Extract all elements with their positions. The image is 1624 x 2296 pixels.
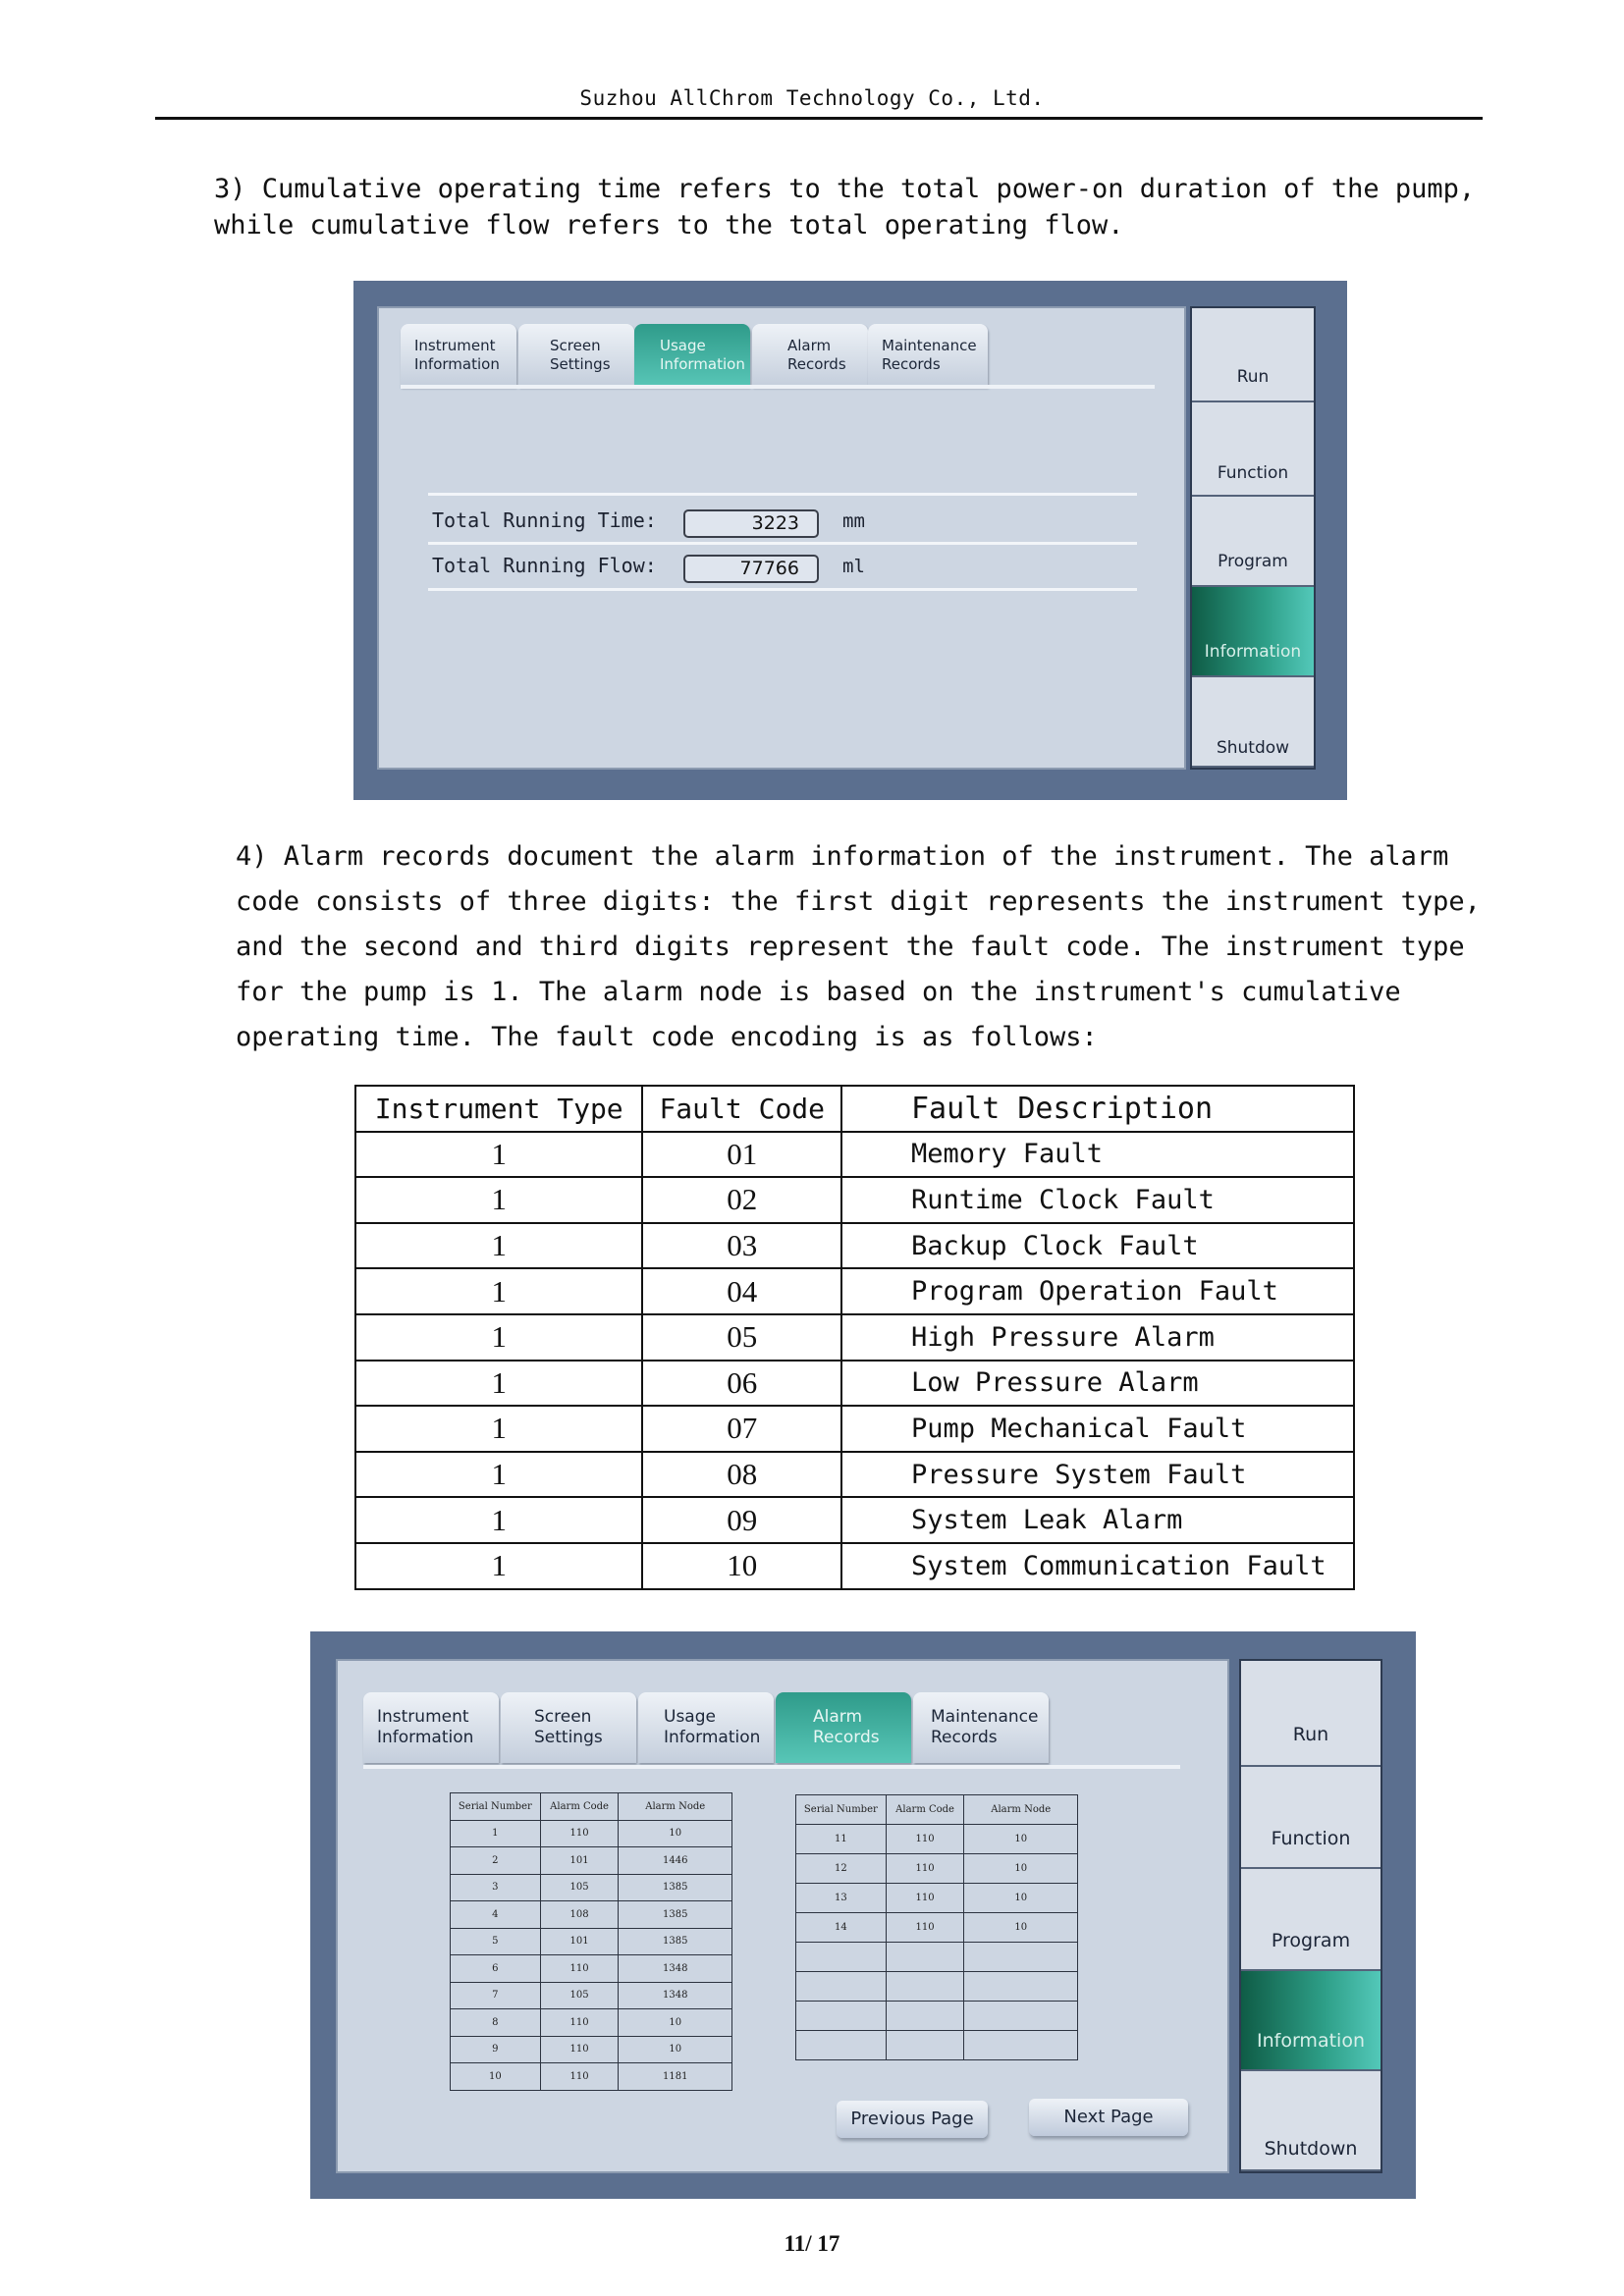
side-menu-program-button[interactable]: Program: [1241, 1869, 1380, 1971]
alarm-table-row: [451, 1955, 732, 1983]
alarm-cell: 10: [619, 2009, 732, 2037]
tab-underline: [401, 385, 1155, 389]
fault-cell: 1: [355, 1361, 642, 1407]
tab-alarm-records[interactable]: Alarm Records: [776, 1692, 911, 1763]
previous-page-button[interactable]: Previous Page: [837, 2101, 988, 2138]
side-menu-shutdow-button[interactable]: Shutdow: [1192, 677, 1314, 768]
tab-usage-information[interactable]: Usage Information: [634, 324, 750, 387]
alarm-cell: 105: [540, 1874, 619, 1901]
fault-cell: 02: [642, 1177, 841, 1223]
fault-cell: Pump Mechanical Fault: [841, 1406, 1354, 1452]
fault-table-row: [355, 1132, 1354, 1178]
alarm-cell: 10: [964, 1884, 1078, 1913]
fault-cell: 01: [642, 1132, 841, 1178]
alarm-cell: [886, 1972, 964, 2002]
alarm-cell: 1348: [619, 1982, 732, 2009]
alarm-cell: 10: [964, 1825, 1078, 1854]
alarm-table-row: [451, 1874, 732, 1901]
alarm-cell: [796, 1972, 887, 2002]
alarm-cell: [886, 2002, 964, 2031]
alarm-cell: 3: [451, 1874, 541, 1901]
side-menu-run-button[interactable]: Run: [1192, 308, 1314, 402]
alarm-cell: [796, 2002, 887, 2031]
alarm-table-row: [796, 1825, 1078, 1854]
fault-table-row: [355, 1268, 1354, 1314]
alarm-table-row: [451, 1901, 732, 1929]
side-menu-run-button[interactable]: Run: [1241, 1661, 1380, 1767]
tab-usage-information[interactable]: Usage Information: [638, 1692, 774, 1763]
fault-cell: 1: [355, 1543, 642, 1589]
divider-top: [428, 493, 1137, 496]
alarm-cell: [886, 1943, 964, 1972]
fault-cell: 10: [642, 1543, 841, 1589]
side-menu-function-button[interactable]: Function: [1192, 402, 1314, 497]
alarm-cell: 10: [451, 2063, 541, 2091]
usage-information-screen: [353, 281, 1347, 800]
fault-table-row: [355, 1223, 1354, 1269]
alarm-table-row: [796, 1884, 1078, 1913]
usage-paragraph: 3) Cumulative operating time refers to the total power-on duration of the pump, while cumulative flow refers to the total operating flow.: [214, 174, 1491, 240]
fault-header-cell: Fault Code: [642, 1086, 841, 1132]
side-menu-shutdown-button[interactable]: Shutdown: [1241, 2071, 1380, 2171]
page-number: 11/ 17: [784, 2231, 840, 2256]
fault-cell: Pressure System Fault: [841, 1452, 1354, 1498]
alarm-table-row: [796, 1972, 1078, 2002]
alarm-cell: 1385: [619, 1928, 732, 1955]
alarm-cell: 13: [796, 1884, 887, 1913]
fault-cell: Low Pressure Alarm: [841, 1361, 1354, 1407]
alarm-cell: 10: [964, 1913, 1078, 1943]
alarm-cell: 10: [964, 1854, 1078, 1884]
tab-maintenance-records[interactable]: Maintenance Records: [868, 324, 988, 387]
side-menu-information-button[interactable]: Information: [1241, 1971, 1380, 2071]
alarm-header-cell: Alarm Node: [964, 1795, 1078, 1825]
alarm-cell: [964, 1972, 1078, 2002]
alarm-table-row: [451, 1982, 732, 2009]
fault-cell: 1: [355, 1452, 642, 1498]
alarm-cell: 110: [886, 1854, 964, 1884]
alarm-header-cell: Alarm Node: [619, 1793, 732, 1821]
alarm-table-header: [451, 1793, 732, 1821]
fault-table-row: [355, 1497, 1354, 1543]
side-menu-program-button[interactable]: Program: [1192, 497, 1314, 587]
running-flow-label: Total Running Flow:: [432, 554, 657, 577]
alarm-content-panel: [336, 1659, 1229, 2173]
alarm-cell: 4: [451, 1901, 541, 1929]
alarm-cell: 110: [540, 1820, 619, 1847]
alarm-header-cell: Alarm Code: [540, 1793, 619, 1821]
fault-table-row: [355, 1452, 1354, 1498]
fault-cell: 05: [642, 1314, 841, 1361]
fault-cell: 08: [642, 1452, 841, 1498]
alarm-cell: 14: [796, 1913, 887, 1943]
alarm-cell: 6: [451, 1955, 541, 1983]
alarm-cell: 110: [540, 2063, 619, 2091]
alarm-cell: 1446: [619, 1847, 732, 1875]
fault-cell: 03: [642, 1223, 841, 1269]
fault-table-row: [355, 1314, 1354, 1361]
fault-cell: 1: [355, 1314, 642, 1361]
alarm-table-row: [451, 1928, 732, 1955]
alarm-table-row: [451, 2009, 732, 2037]
alarm-cell: 110: [886, 1913, 964, 1943]
fault-cell: 06: [642, 1361, 841, 1407]
tab-alarm-records[interactable]: Alarm Records: [752, 324, 868, 387]
alarm-cell: 108: [540, 1901, 619, 1929]
alarm-header-cell: Serial Number: [451, 1793, 541, 1821]
alarm-cell: 110: [540, 1955, 619, 1983]
tab-screen-settings[interactable]: Screen Settings: [518, 324, 634, 387]
alarm-cell: 1348: [619, 1955, 732, 1983]
running-time-field: 3223: [683, 509, 819, 538]
alarm-cell: [796, 1943, 887, 1972]
alarm-records-table-left: [450, 1792, 732, 2091]
alarm-cell: 101: [540, 1928, 619, 1955]
tab-instrument-information[interactable]: Instrument Information: [363, 1692, 499, 1763]
running-time-label: Total Running Time:: [432, 508, 657, 532]
alarm-cell: 101: [540, 1847, 619, 1875]
alarm-cell: [964, 1943, 1078, 1972]
next-page-button[interactable]: Next Page: [1029, 2099, 1188, 2136]
alarm-side-menu: [1239, 1659, 1382, 2173]
running-flow-unit: ml: [842, 556, 865, 577]
header-divider: [155, 117, 1483, 120]
usage-side-menu: [1190, 306, 1316, 770]
alarm-table-row: [451, 1847, 732, 1875]
alarm-cell: 7: [451, 1982, 541, 2009]
fault-cell: Runtime Clock Fault: [841, 1177, 1354, 1223]
divider-middle: [428, 542, 1137, 545]
alarm-table-row: [796, 2002, 1078, 2031]
fault-cell: 1: [355, 1268, 642, 1314]
alarm-cell: 1385: [619, 1901, 732, 1929]
fault-cell: 1: [355, 1177, 642, 1223]
alarm-cell: [964, 2031, 1078, 2060]
alarm-records-screen: [310, 1631, 1416, 2199]
fault-cell: System Leak Alarm: [841, 1497, 1354, 1543]
alarm-cell: [796, 2031, 887, 2060]
alarm-cell: 8: [451, 2009, 541, 2037]
side-menu-information-button[interactable]: Information: [1192, 587, 1314, 677]
alarm-cell: 11: [796, 1825, 887, 1854]
alarm-table-row: [796, 1943, 1078, 1972]
fault-cell: Backup Clock Fault: [841, 1223, 1354, 1269]
alarm-cell: 110: [540, 2009, 619, 2037]
fault-cell: 07: [642, 1406, 841, 1452]
fault-table-row: [355, 1543, 1354, 1589]
tab-maintenance-records[interactable]: Maintenance Records: [913, 1692, 1049, 1763]
alarm-table-row: [796, 1913, 1078, 1943]
alarm-cell: 1385: [619, 1874, 732, 1901]
alarm-header-cell: Serial Number: [796, 1795, 887, 1825]
fault-table-row: [355, 1177, 1354, 1223]
alarm-cell: 105: [540, 1982, 619, 2009]
fault-table-header: [355, 1086, 1354, 1132]
alarm-cell: 9: [451, 2036, 541, 2063]
alarm-cell: 10: [619, 2036, 732, 2063]
alarm-cell: 5: [451, 1928, 541, 1955]
fault-table-row: [355, 1406, 1354, 1452]
alarm-cell: 110: [540, 2036, 619, 2063]
alarm-table-row: [796, 1854, 1078, 1884]
alarm-cell: [886, 2031, 964, 2060]
tab-underline: [363, 1765, 1180, 1769]
fault-header-cell: Instrument Type: [355, 1086, 642, 1132]
fault-cell: 1: [355, 1223, 642, 1269]
alarm-table-header: [796, 1795, 1078, 1825]
document-header: Suzhou AllChrom Technology Co., Ltd.: [579, 86, 1045, 110]
alarm-cell: 10: [619, 1820, 732, 1847]
tab-screen-settings[interactable]: Screen Settings: [501, 1692, 636, 1763]
usage-content-panel: [377, 306, 1186, 770]
alarm-paragraph: 4) Alarm records document the alarm information of the instrument. The alarm code consists of three digits: the first digit represents the instrument type, and the second and third digits represent the fault code. The instrument type for the pump is 1. The alarm node is based on the instrument's cumulative operating time. The fault code encoding is as follows:: [236, 841, 1497, 1052]
running-flow-field: 77766: [683, 555, 819, 583]
alarm-table-row: [451, 2036, 732, 2063]
fault-code-table: [354, 1085, 1355, 1590]
alarm-table-row: [451, 2063, 732, 2091]
fault-cell: 1: [355, 1132, 642, 1178]
alarm-cell: 1181: [619, 2063, 732, 2091]
alarm-cell: 12: [796, 1854, 887, 1884]
alarm-cell: 1: [451, 1820, 541, 1847]
alarm-table-row: [796, 2031, 1078, 2060]
fault-cell: Memory Fault: [841, 1132, 1354, 1178]
alarm-cell: 110: [886, 1825, 964, 1854]
fault-cell: 09: [642, 1497, 841, 1543]
alarm-cell: [964, 2002, 1078, 2031]
fault-cell: 1: [355, 1406, 642, 1452]
alarm-records-table-right: [795, 1794, 1078, 2060]
fault-cell: 1: [355, 1497, 642, 1543]
running-time-unit: mm: [842, 510, 865, 532]
fault-cell: High Pressure Alarm: [841, 1314, 1354, 1361]
divider-bottom: [428, 588, 1137, 591]
tab-instrument-information[interactable]: Instrument Information: [401, 324, 516, 387]
alarm-cell: 110: [886, 1884, 964, 1913]
alarm-cell: 2: [451, 1847, 541, 1875]
fault-table-row: [355, 1361, 1354, 1407]
side-menu-function-button[interactable]: Function: [1241, 1767, 1380, 1869]
alarm-header-cell: Alarm Code: [886, 1795, 964, 1825]
fault-cell: Program Operation Fault: [841, 1268, 1354, 1314]
alarm-table-row: [451, 1820, 732, 1847]
fault-cell: 04: [642, 1268, 841, 1314]
fault-cell: System Communication Fault: [841, 1543, 1354, 1589]
fault-header-cell: Fault Description: [841, 1086, 1354, 1132]
